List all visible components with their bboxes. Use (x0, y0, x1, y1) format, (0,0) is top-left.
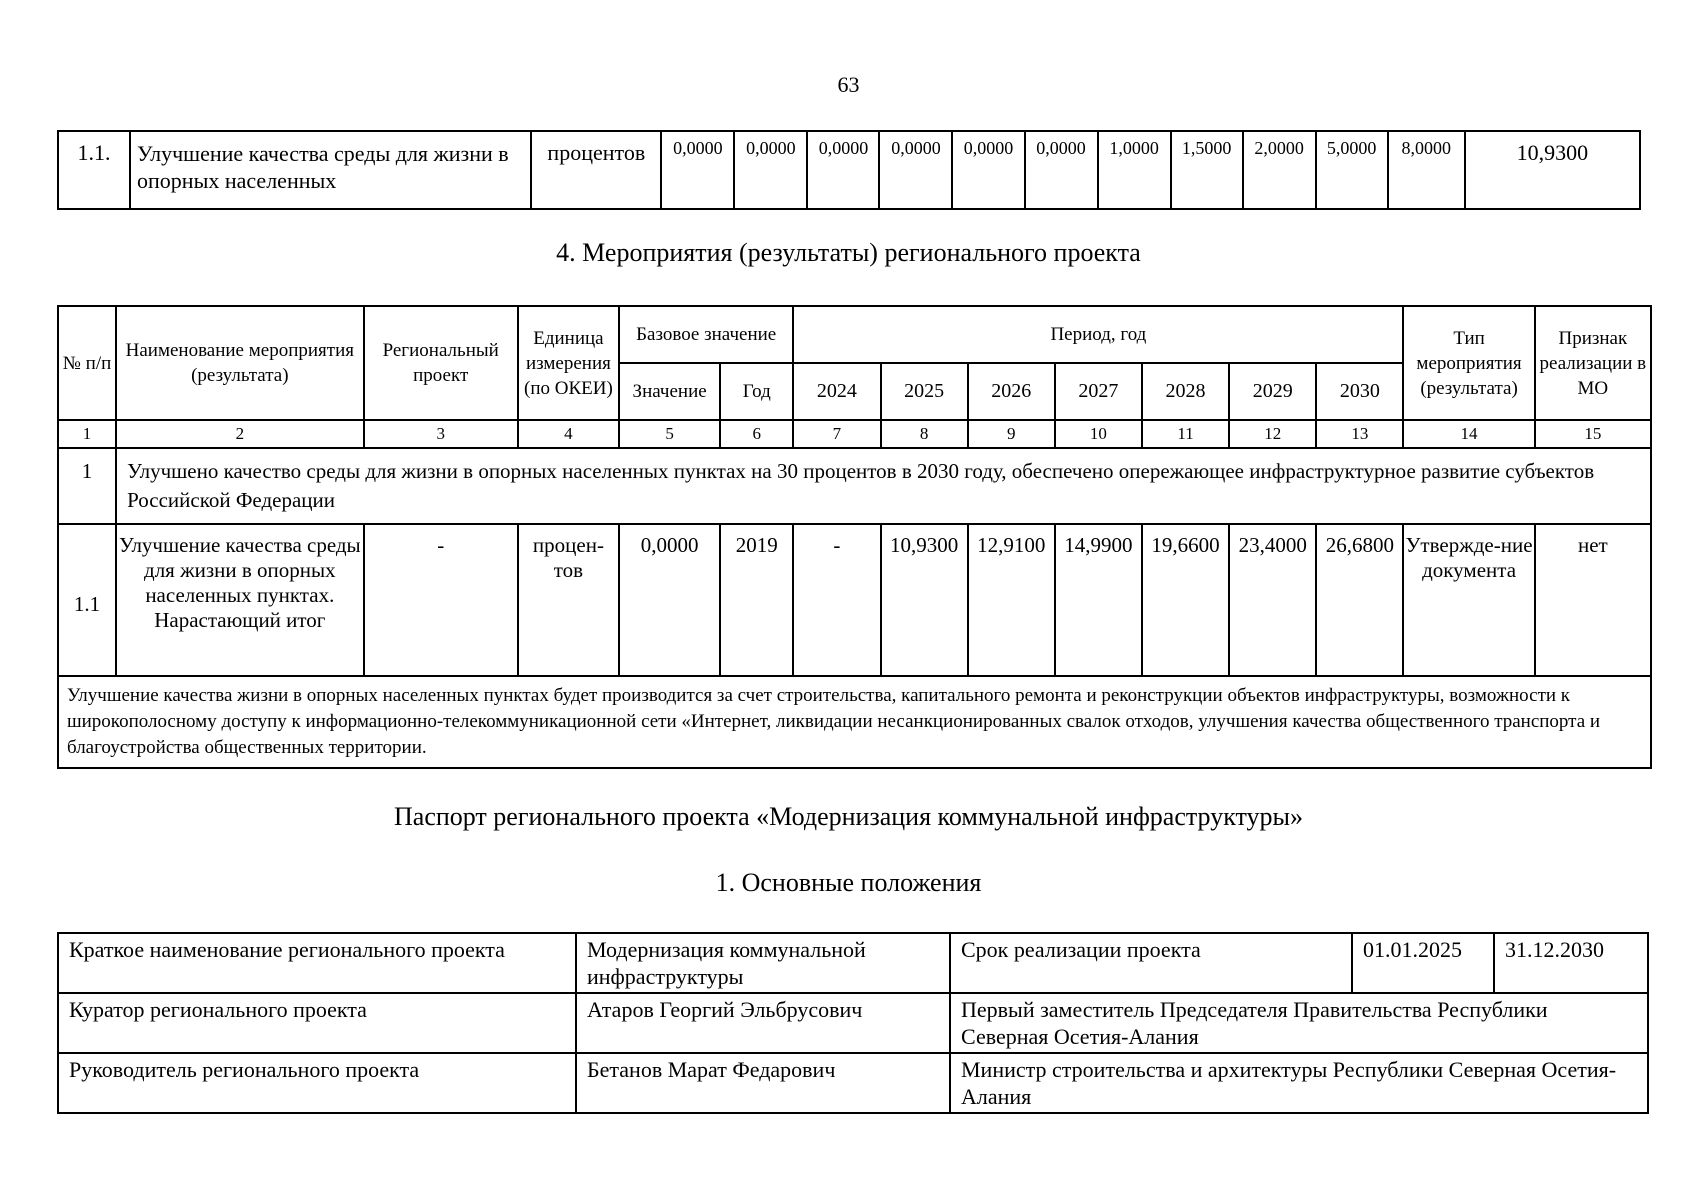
header-base-year: Год (720, 363, 793, 420)
value-cell: 5,0000 (1316, 131, 1388, 209)
measure-name: Улучшение качества среды для жизни в опорных населенных пунктах. Нарастающий итог (116, 524, 363, 676)
curator-name: Атаров Георгий Эльбрусович (576, 993, 950, 1053)
column-index: 1 (58, 420, 116, 448)
column-index: 14 (1403, 420, 1534, 448)
goal-number: 1 (58, 448, 116, 524)
column-index: 13 (1316, 420, 1403, 448)
measures-table (57, 305, 1652, 769)
row-number: 1.1. (58, 131, 130, 209)
column-index: 6 (720, 420, 793, 448)
unit-cell: процентов (531, 131, 661, 209)
header-year: 2025 (881, 363, 968, 420)
mo-cell: нет (1535, 524, 1651, 676)
value-cell: 8,0000 (1388, 131, 1465, 209)
indicator-name: Улучшение качества среды для жизни в опорных населенных (130, 131, 531, 209)
value-cell: 0,0000 (661, 131, 734, 209)
header-project: Региональный проект (364, 306, 518, 420)
header-year: 2024 (793, 363, 880, 420)
unit-cell: процен-тов (518, 524, 619, 676)
header-year: 2027 (1055, 363, 1142, 420)
year-value-cell: 26,6800 (1316, 524, 1403, 676)
section-1-title: 1. Основные положения (715, 868, 982, 897)
value-cell: 1,5000 (1171, 131, 1243, 209)
index-row (58, 420, 1651, 448)
header-year: 2028 (1142, 363, 1229, 420)
column-index: 8 (881, 420, 968, 448)
row-number: 1.1 (58, 524, 116, 676)
short-name-label: Краткое наименование регионального проекта (58, 933, 576, 993)
table-row (58, 524, 1651, 676)
value-cell: 0,0000 (807, 131, 879, 209)
value-cell: 0,0000 (1025, 131, 1098, 209)
table-row (58, 933, 1648, 993)
head-label: Руководитель регионального проекта (58, 1053, 576, 1113)
base-value-cell: 0,0000 (619, 524, 720, 676)
value-cell: 0,0000 (879, 131, 952, 209)
head-name: Бетанов Марат Федарович (576, 1053, 950, 1113)
curator-label: Куратор регионального проекта (58, 993, 576, 1053)
term-start: 01.01.2025 (1352, 933, 1494, 993)
term-end: 31.12.2030 (1494, 933, 1648, 993)
year-value-cell: 14,9900 (1055, 524, 1142, 676)
head-position: Министр строительства и архитектуры Республики Северная Осетия-Алания (950, 1053, 1648, 1113)
project-info-table (57, 932, 1649, 1114)
project-cell: - (364, 524, 518, 676)
header-name: Наименование мероприятия (результата) (116, 306, 363, 420)
header-base: Базовое значение (619, 306, 793, 363)
table-row (58, 1053, 1648, 1113)
note-text: Улучшение качества жизни в опорных населенных пунктах будет производится за счет строительства, капитального ремонта и реконструкции объектов инфраструктуры, возможности к широкополосному доступу к информационно-телекоммуникационной сети «Интернет, ликвидации несанкционированных свалок отходов, улучшения качества общественного транспорта и благоустройства общественных территории. (58, 676, 1651, 768)
type-cell: Утвержде-ние документа (1403, 524, 1534, 676)
header-year: 2030 (1316, 363, 1403, 420)
column-index: 9 (968, 420, 1055, 448)
page-number: 63 (837, 72, 860, 97)
indicator-table-continuation (57, 130, 1641, 210)
table-row (58, 993, 1648, 1053)
header-base-value: Значение (619, 363, 720, 420)
note-row (58, 676, 1651, 768)
column-index: 3 (364, 420, 518, 448)
year-value-cell: 10,9300 (881, 524, 968, 676)
curator-position: Первый заместитель Председателя Правительства Республики Северная Осетия-Алания (950, 993, 1648, 1053)
header-mo: Признак реализации в МО (1535, 306, 1651, 420)
header-unit: Единица измерения (по ОКЕИ) (518, 306, 619, 420)
goal-text: Улучшено качество среды для жизни в опорных населенных пунктах на 30 процентов в 2030 году, обеспечено опережающее инфраструктурное развитие субъектов Российской Федерации (116, 448, 1651, 524)
year-value-cell: 23,4000 (1229, 524, 1316, 676)
header-period: Период, год (793, 306, 1403, 363)
short-name-value: Модернизация коммунальной инфраструктуры (576, 933, 950, 993)
column-index: 12 (1229, 420, 1316, 448)
passport-title: Паспорт регионального проекта «Модернизация коммунальной инфраструктуры» (394, 802, 1303, 831)
value-cell: 0,0000 (952, 131, 1024, 209)
year-value-cell: 12,9100 (968, 524, 1055, 676)
column-index: 10 (1055, 420, 1142, 448)
year-value-cell: - (793, 524, 880, 676)
column-index: 7 (793, 420, 880, 448)
header-type: Тип мероприятия (результата) (1403, 306, 1534, 420)
year-value-cell: 19,6600 (1142, 524, 1229, 676)
header-year: 2026 (968, 363, 1055, 420)
goal-row (58, 448, 1651, 524)
column-index: 15 (1535, 420, 1651, 448)
base-year-cell: 2019 (720, 524, 793, 676)
section-4-title: 4. Мероприятия (результаты) регионального проекта (556, 238, 1141, 267)
column-index: 4 (518, 420, 619, 448)
table-row (58, 131, 1640, 209)
header-row (58, 306, 1651, 363)
header-num: № п/п (58, 306, 116, 420)
column-index: 5 (619, 420, 720, 448)
total-cell: 10,9300 (1465, 131, 1640, 209)
column-index: 11 (1142, 420, 1229, 448)
value-cell: 1,0000 (1098, 131, 1171, 209)
column-index: 2 (116, 420, 363, 448)
value-cell: 0,0000 (734, 131, 807, 209)
header-year: 2029 (1229, 363, 1316, 420)
value-cell: 2,0000 (1243, 131, 1316, 209)
term-label: Срок реализации проекта (950, 933, 1352, 993)
